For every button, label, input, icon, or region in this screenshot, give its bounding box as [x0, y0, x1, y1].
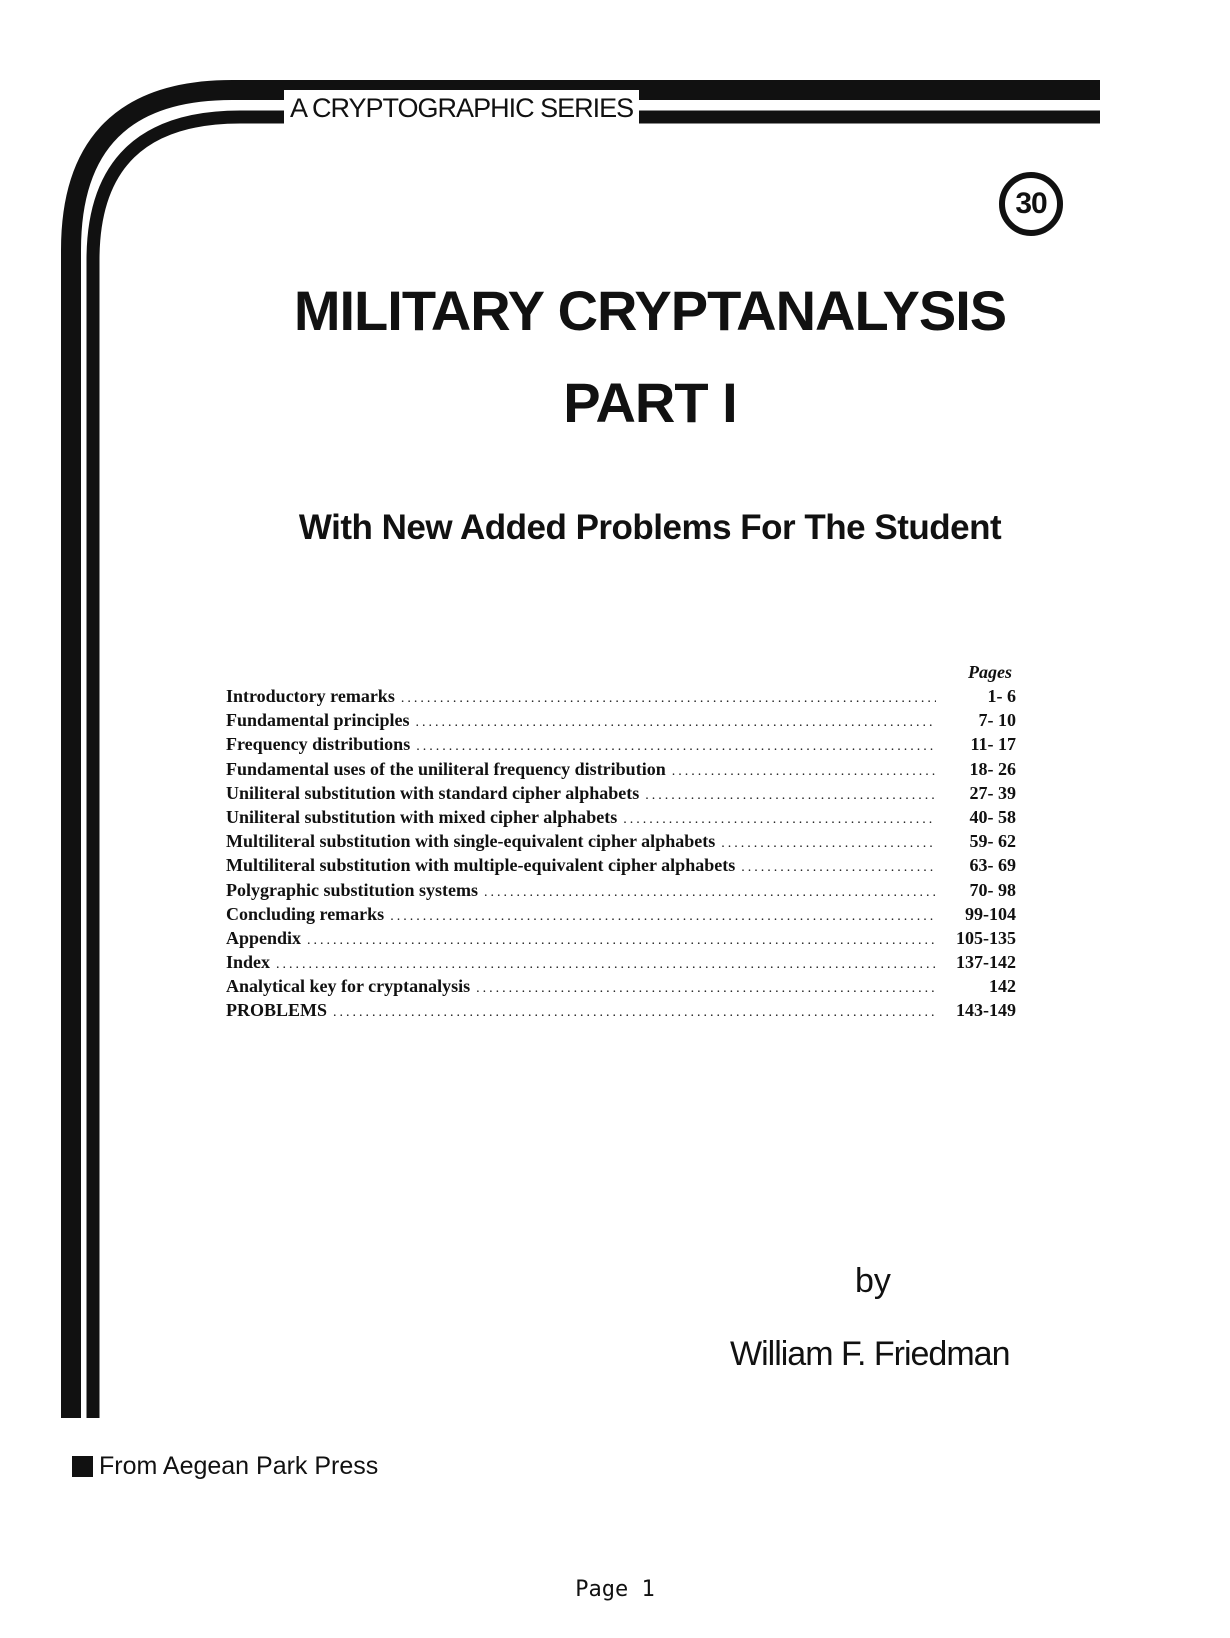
toc-dot-leader	[333, 1001, 936, 1025]
toc-dot-leader	[484, 881, 936, 905]
toc-entry-pages: 18- 26	[969, 758, 1016, 779]
toc-entry	[226, 902, 1016, 926]
toc-entry-pages: 143-149	[956, 1000, 1016, 1021]
toc-entry	[226, 926, 1016, 950]
toc-entry	[226, 829, 1016, 853]
toc-entry-title: Index	[226, 952, 271, 973]
series-label: A CRYPTOGRAPHIC SERIES	[284, 90, 639, 126]
toc-entry	[226, 781, 1016, 805]
publisher-line	[72, 1452, 378, 1481]
toc-entry-pages: 99-104	[965, 903, 1016, 924]
toc-entry-pages: 142	[989, 976, 1016, 997]
toc-pages-header: Pages	[968, 662, 1012, 682]
toc-entry-pages: 59- 62	[969, 831, 1016, 852]
publisher-name: From Aegean Park Press	[99, 1452, 379, 1480]
toc-entry	[226, 757, 1016, 781]
toc-entry-title: Polygraphic substitution systems	[226, 879, 479, 900]
toc-entry-title: Fundamental uses of the uniliteral frequency distribution	[226, 758, 666, 779]
toc-entry	[226, 878, 1016, 902]
toc-entry-pages: 40- 58	[969, 806, 1016, 827]
toc-entry-pages: 70- 98	[969, 879, 1016, 900]
byline-by: by	[855, 1262, 891, 1300]
toc-entry-pages: 7- 10	[978, 710, 1016, 731]
toc-dot-leader	[645, 784, 936, 808]
toc-entry	[226, 974, 1016, 998]
toc-dot-leader	[672, 760, 936, 784]
toc-entry-title: Multiliteral substitution with multiple-equivalent cipher alphabets	[226, 855, 736, 876]
toc-entry-title: Appendix	[226, 927, 302, 948]
toc-entry	[226, 853, 1016, 877]
toc-dot-leader	[721, 832, 936, 856]
toc-dot-leader	[307, 929, 936, 953]
toc-entry-pages: 1- 6	[987, 686, 1016, 706]
toc-entry	[226, 950, 1016, 974]
toc-dot-leader	[416, 711, 936, 735]
volume-number: 30	[1015, 187, 1047, 220]
table-of-contents	[226, 660, 1016, 1023]
title-line-2: PART I	[563, 371, 737, 434]
toc-dot-leader	[741, 856, 936, 880]
toc-entry-title: Concluding remarks	[226, 903, 385, 924]
square-bullet-icon	[72, 1456, 93, 1477]
toc-dot-leader	[401, 687, 936, 711]
toc-dot-leader	[390, 905, 936, 929]
toc-entry-title: Fundamental principles	[226, 710, 410, 731]
toc-entry-title: Multiliteral substitution with single-equivalent cipher alphabets	[226, 831, 716, 852]
toc-entry-title: Introductory remarks	[226, 686, 395, 706]
toc-entry	[226, 708, 1016, 732]
toc-entry-title: Analytical key for cryptanalysis	[226, 976, 471, 997]
subtitle: With New Added Problems For The Student	[298, 508, 1002, 547]
toc-entry-pages: 137-142	[956, 952, 1016, 973]
toc-entry-title: PROBLEMS	[226, 1000, 328, 1021]
author-name: William F. Friedman	[730, 1335, 1010, 1373]
toc-entry	[226, 684, 1016, 708]
title-line-1: MILITARY CRYPTANALYSIS	[293, 279, 1007, 342]
toc-entry-title: Uniliteral substitution with mixed cipher alphabets	[226, 806, 618, 827]
toc-dot-leader	[476, 977, 936, 1001]
toc-entry-title: Frequency distributions	[226, 734, 411, 755]
toc-entry	[226, 998, 1016, 1022]
volume-number-badge	[999, 172, 1063, 236]
toc-entry-pages: 11- 17	[970, 734, 1016, 755]
toc-entry	[226, 732, 1016, 756]
toc-entry-pages: 63- 69	[969, 855, 1016, 876]
toc-entry-pages: 27- 39	[969, 782, 1016, 803]
toc-rows	[226, 684, 1016, 1023]
toc-entry-title: Uniliteral substitution with standard cipher alphabets	[226, 782, 640, 803]
page-number-footer: Page 1	[575, 1577, 655, 1602]
toc-entry	[226, 805, 1016, 829]
toc-entry-pages: 105-135	[956, 927, 1016, 948]
